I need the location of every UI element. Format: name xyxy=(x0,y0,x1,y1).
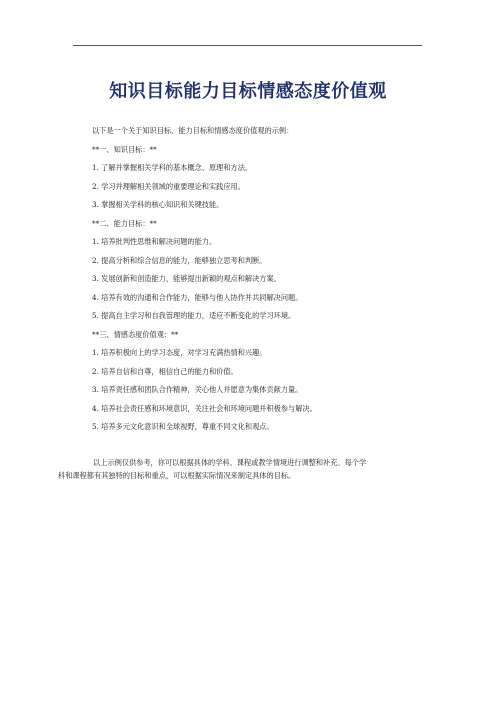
list-item: 4. 培养社会责任感和环境意识，关注社会和环境问题并积极参与解决。 xyxy=(92,403,317,413)
list-item: 1. 培养批判性思维和解决问题的能力。 xyxy=(92,237,217,246)
list-item: 2. 学习并理解相关领域的重要理论和实践应用。 xyxy=(92,181,245,191)
list-item: 2. 提高分析和综合信息的能力，能够独立思考和判断。 xyxy=(92,255,267,265)
section-heading: **一、知识目标：** xyxy=(92,144,157,154)
closing-paragraph xyxy=(58,456,450,483)
document-body xyxy=(73,126,433,441)
list-item: 4. 培养有效的沟通和合作能力，能够与他人协作并共同解决问题。 xyxy=(92,292,303,302)
intro-paragraph: 以下是一个关于知识目标、能力目标和情感态度价值观的示例： xyxy=(92,126,294,135)
closing-line: 以上示例仅供参考，你可以根据具体的学科、课程或教学情境进行调整和补充。每个学 xyxy=(93,458,367,467)
list-item: 5. 提高自主学习和自我管理的能力，适应不断变化的学习环境。 xyxy=(92,311,296,320)
header-rule xyxy=(73,45,422,46)
section-heading: **三、情感态度价值观：** xyxy=(92,329,179,339)
list-item: 1. 了解并掌握相关学科的基本概念、原理和方法。 xyxy=(92,163,253,172)
closing-line: 科和课程都有其独特的目标和重点，可以根据实际情况来制定具体的目标。 xyxy=(58,471,296,481)
page-title: 知识目标能力目标情感态度价值观 xyxy=(109,81,387,102)
list-item: 2. 培养自信和自尊，相信自己的能力和价值。 xyxy=(92,366,238,376)
section-heading: **二、能力目标：** xyxy=(92,218,157,228)
list-item: 3. 发展创新和创造能力，能够提出新颖的观点和解决方案。 xyxy=(92,274,281,283)
list-item: 5. 培养多元文化意识和全球视野，尊重不同文化和观点。 xyxy=(92,422,274,431)
list-item: 1. 培养积极向上的学习态度，对学习充满热情和兴趣。 xyxy=(92,348,267,357)
list-item: 3. 掌握相关学科的核心知识和关键技能。 xyxy=(92,200,224,209)
list-item: 3. 培养责任感和团队合作精神，关心他人并愿意为集体贡献力量。 xyxy=(92,385,303,394)
